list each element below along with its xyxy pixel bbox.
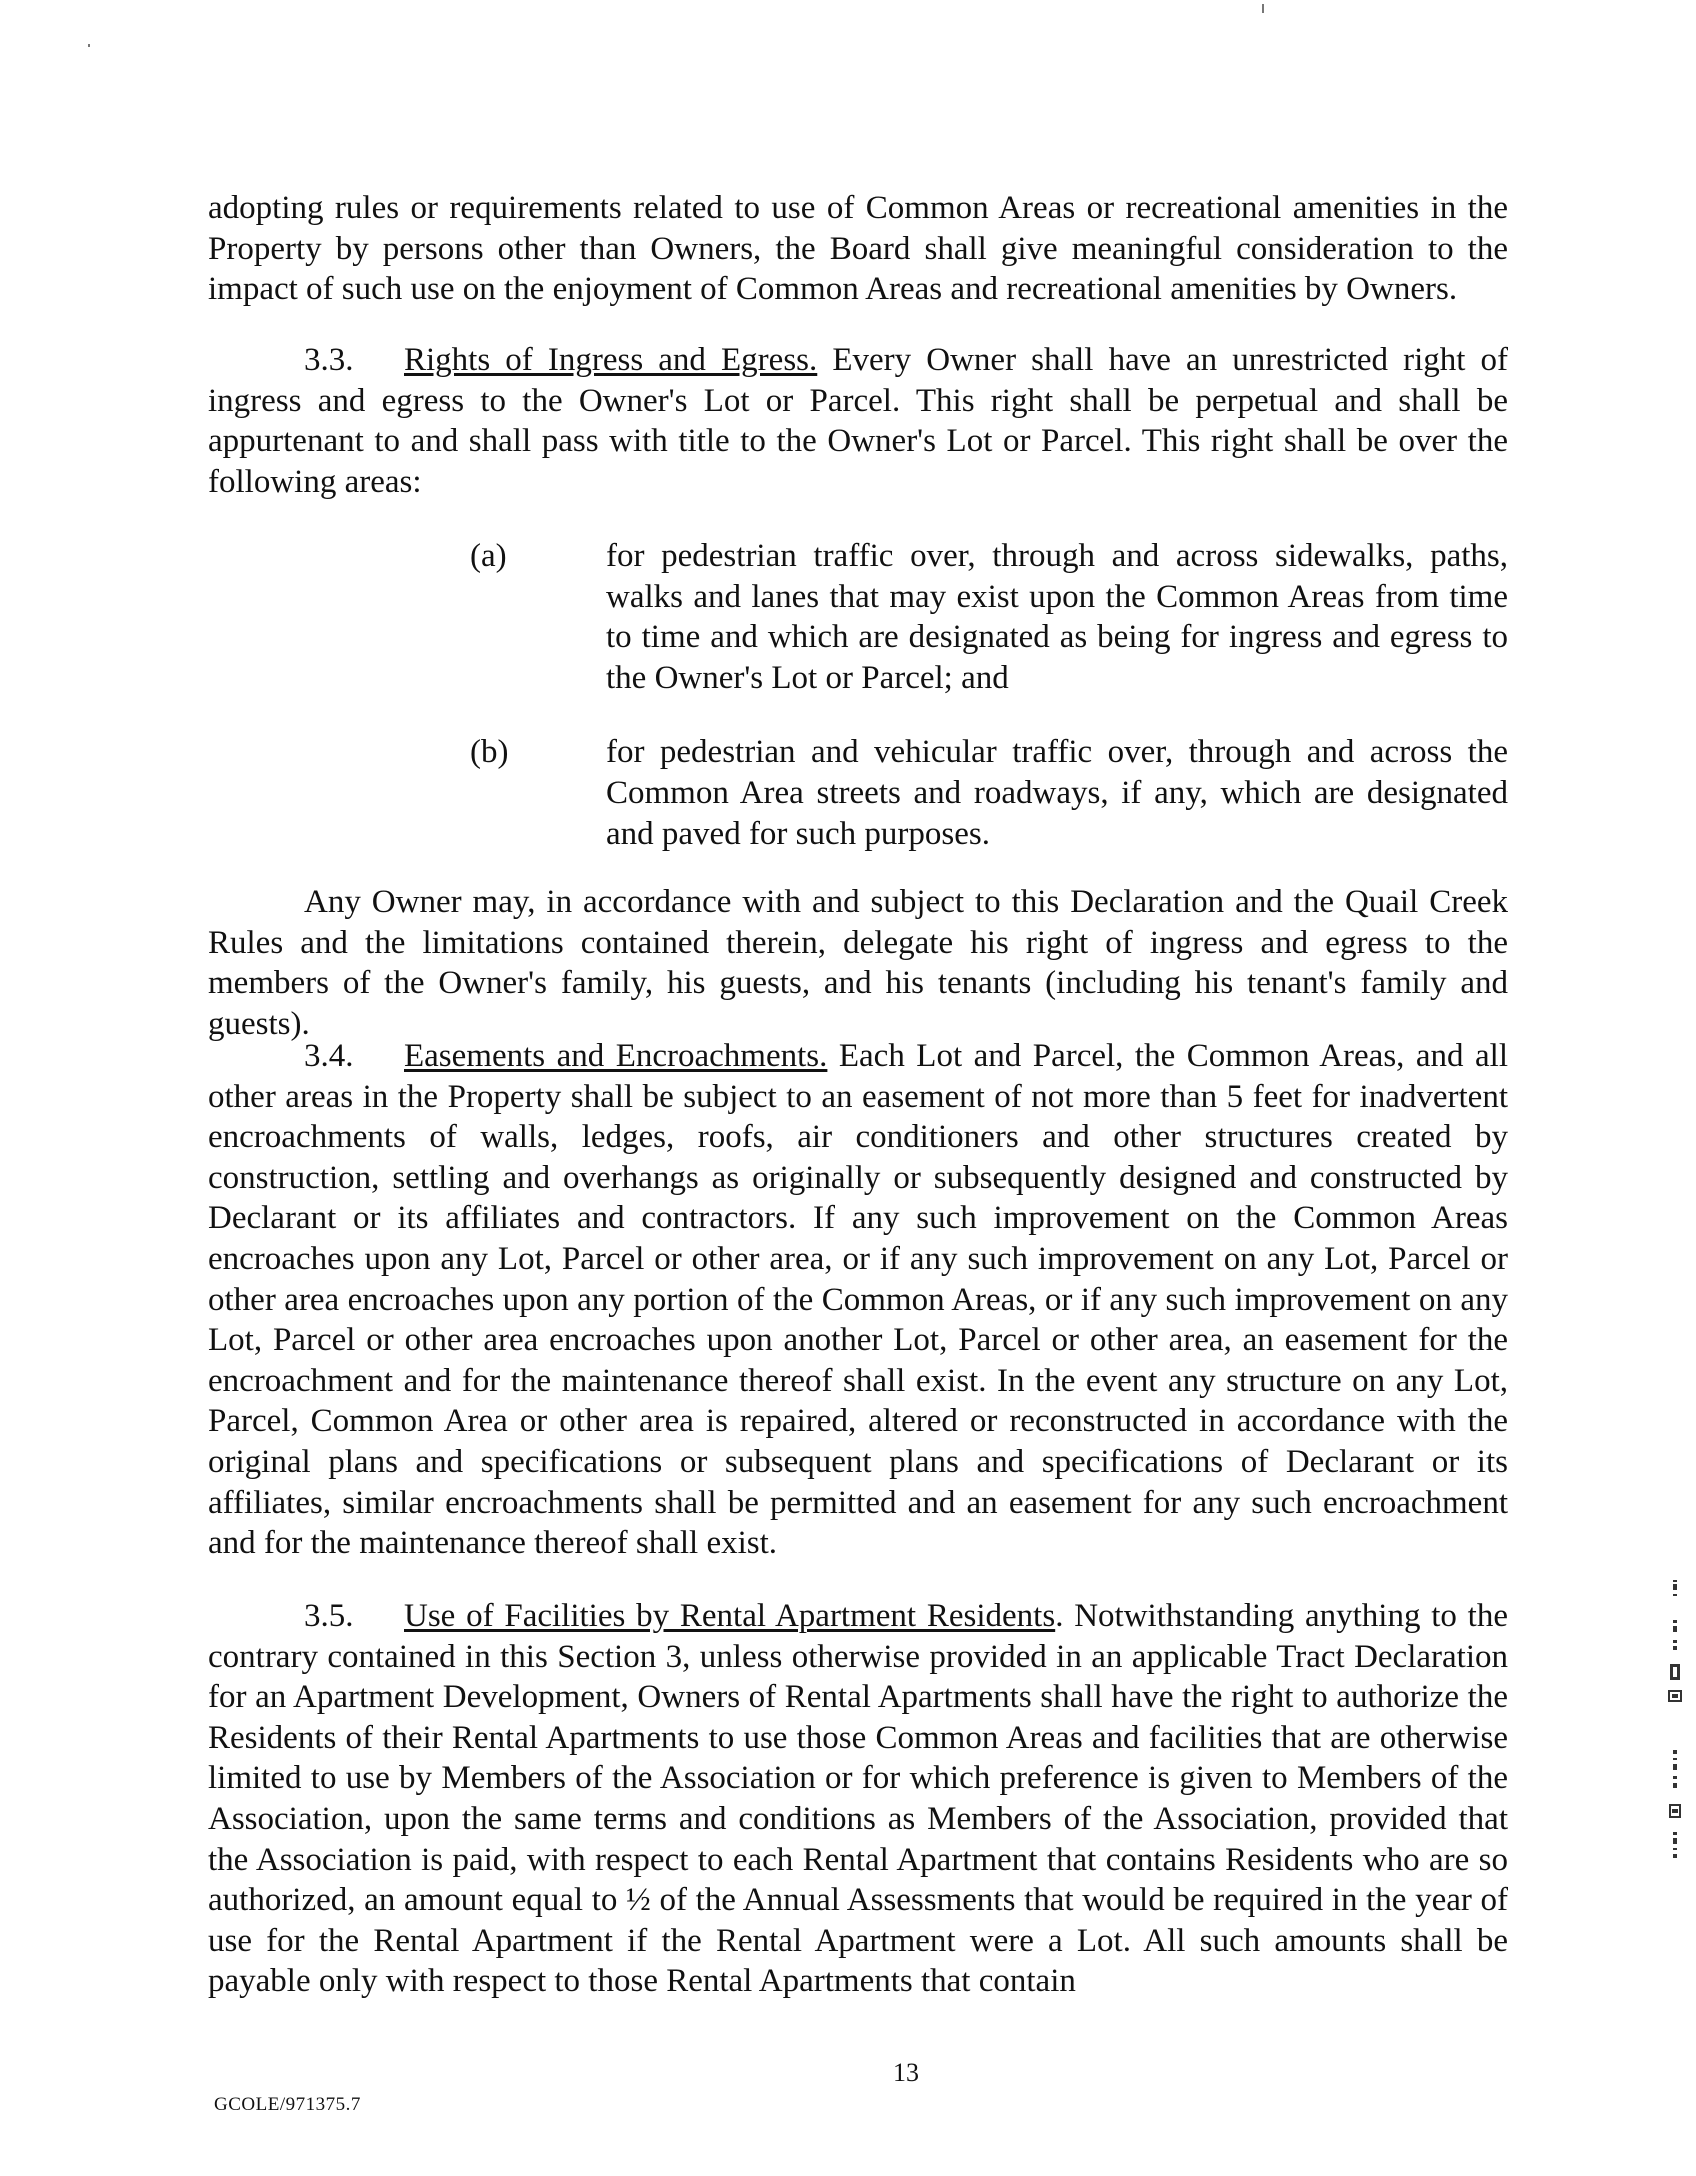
- section-heading: Easements and Encroachments.: [404, 1038, 828, 1074]
- section-heading: Use of Facilities by Rental Apartment Residents: [404, 1598, 1056, 1634]
- margin-recording-stamp: [1664, 1580, 1686, 1920]
- list-item-label: (b): [470, 734, 509, 771]
- scan-speck: [88, 44, 90, 47]
- section-number: 3.3.: [304, 342, 354, 378]
- list-item-label: (a): [470, 538, 507, 574]
- paragraph-continuation: [208, 188, 1508, 310]
- section-number: 3.4.: [304, 1038, 354, 1074]
- list-item-text: for pedestrian traffic over, through and across sidewalks, paths, walks and lanes that may exist upon the Common Areas from time to time and which are designated as being for ingress and egress to the Owner's Lot or Parcel; and: [606, 538, 1508, 696]
- section-text: . Notwithstanding anything to the contrary contained in this Section 3, unless otherwise provided in an applicable Tract Declaration for an Apartment Development, Owners of Rental Apartments shall have the right to authorize the Residents of their Rental Apartments to use those Common Areas and facilities that are otherwise limited to use by Members of the Association or for which preference is given to Members of the Association, upon the same terms and conditions as Members of the Association, provided that the Association is paid, with respect to each Rental Apartment that contains Residents who are so authorized, an amount equal to ½ of the Annual Assessments that would be required in the year of use for the Rental Apartment if the Rental Apartment were a Lot. All such amounts shall be payable only with respect to those Rental Apartments that contain: [208, 1598, 1508, 2000]
- section-3-3-list: [208, 536, 1508, 888]
- delegation-text: Any Owner may, in accordance with and subject to this Declaration and the Quail Creek Rules and the limitations contained therein, delegate his right of ingress and egress to the members of the Owner's family, his guests, and his tenants (including his tenant's family and guests).: [208, 884, 1508, 1042]
- scan-speck: [1262, 4, 1264, 13]
- document-id: GCOLE/971375.7: [214, 2094, 361, 2115]
- section-text: Every Owner shall have an unrestricted right of ingress and egress to the Owner's Lot or Parcel. This right shall be perpetual and shall be appurtenant to and shall pass with title to the Owner's Lot or Parcel. This right shall be over the following areas:: [208, 342, 1508, 500]
- section-heading: Rights of Ingress and Egress.: [404, 342, 818, 378]
- section-3-4: [208, 1036, 1508, 1564]
- list-item-b: [208, 732, 1508, 854]
- section-text: Each Lot and Parcel, the Common Areas, and all other areas in the Property shall be subject to an easement of not more than 5 feet for inadvertent encroachments of walls, ledges, roofs, air conditioners and other structures created by construction, settling and overhangs as originally or subsequently designed and constructed by Declarant or its affiliates and contractors. If any such improvement on the Common Areas encroaches upon any Lot, Parcel or other area, or if any such improvement on any Lot, Parcel or other area encroaches upon any portion of the Common Areas, or if any such improvement on any Lot, Parcel or other area encroaches upon another Lot, Parcel or other area, an easement for the encroachment and for the maintenance thereof shall exist. In the event any structure on any Lot, Parcel, Common Area or other area is repaired, altered or reconstructed in accordance with the original plans and specifications or subsequent plans and specifications of Declarant or its affiliates, similar encroachments shall be permitted and an easement for any such encroachment and for the maintenance thereof shall exist.: [208, 1038, 1508, 1562]
- list-item-text: for pedestrian and vehicular traffic over, through and across the Common Area streets and roadways, if any, which are designated and paved for such purposes.: [606, 734, 1508, 852]
- section-number: 3.5.: [304, 1598, 354, 1634]
- page-number: 13: [893, 2058, 919, 2087]
- paragraph-continuation-text: adopting rules or requirements related to use of Common Areas or recreational amenities in the Property by persons other than Owners, the Board shall give meaningful consideration to the impact of such use on the enjoyment of Common Areas and recreational amenities by Owners.: [208, 190, 1508, 308]
- list-item-a: [208, 536, 1508, 698]
- section-3-3: [208, 340, 1508, 502]
- delegation-paragraph: [208, 882, 1508, 1044]
- section-3-5: [208, 1596, 1508, 2002]
